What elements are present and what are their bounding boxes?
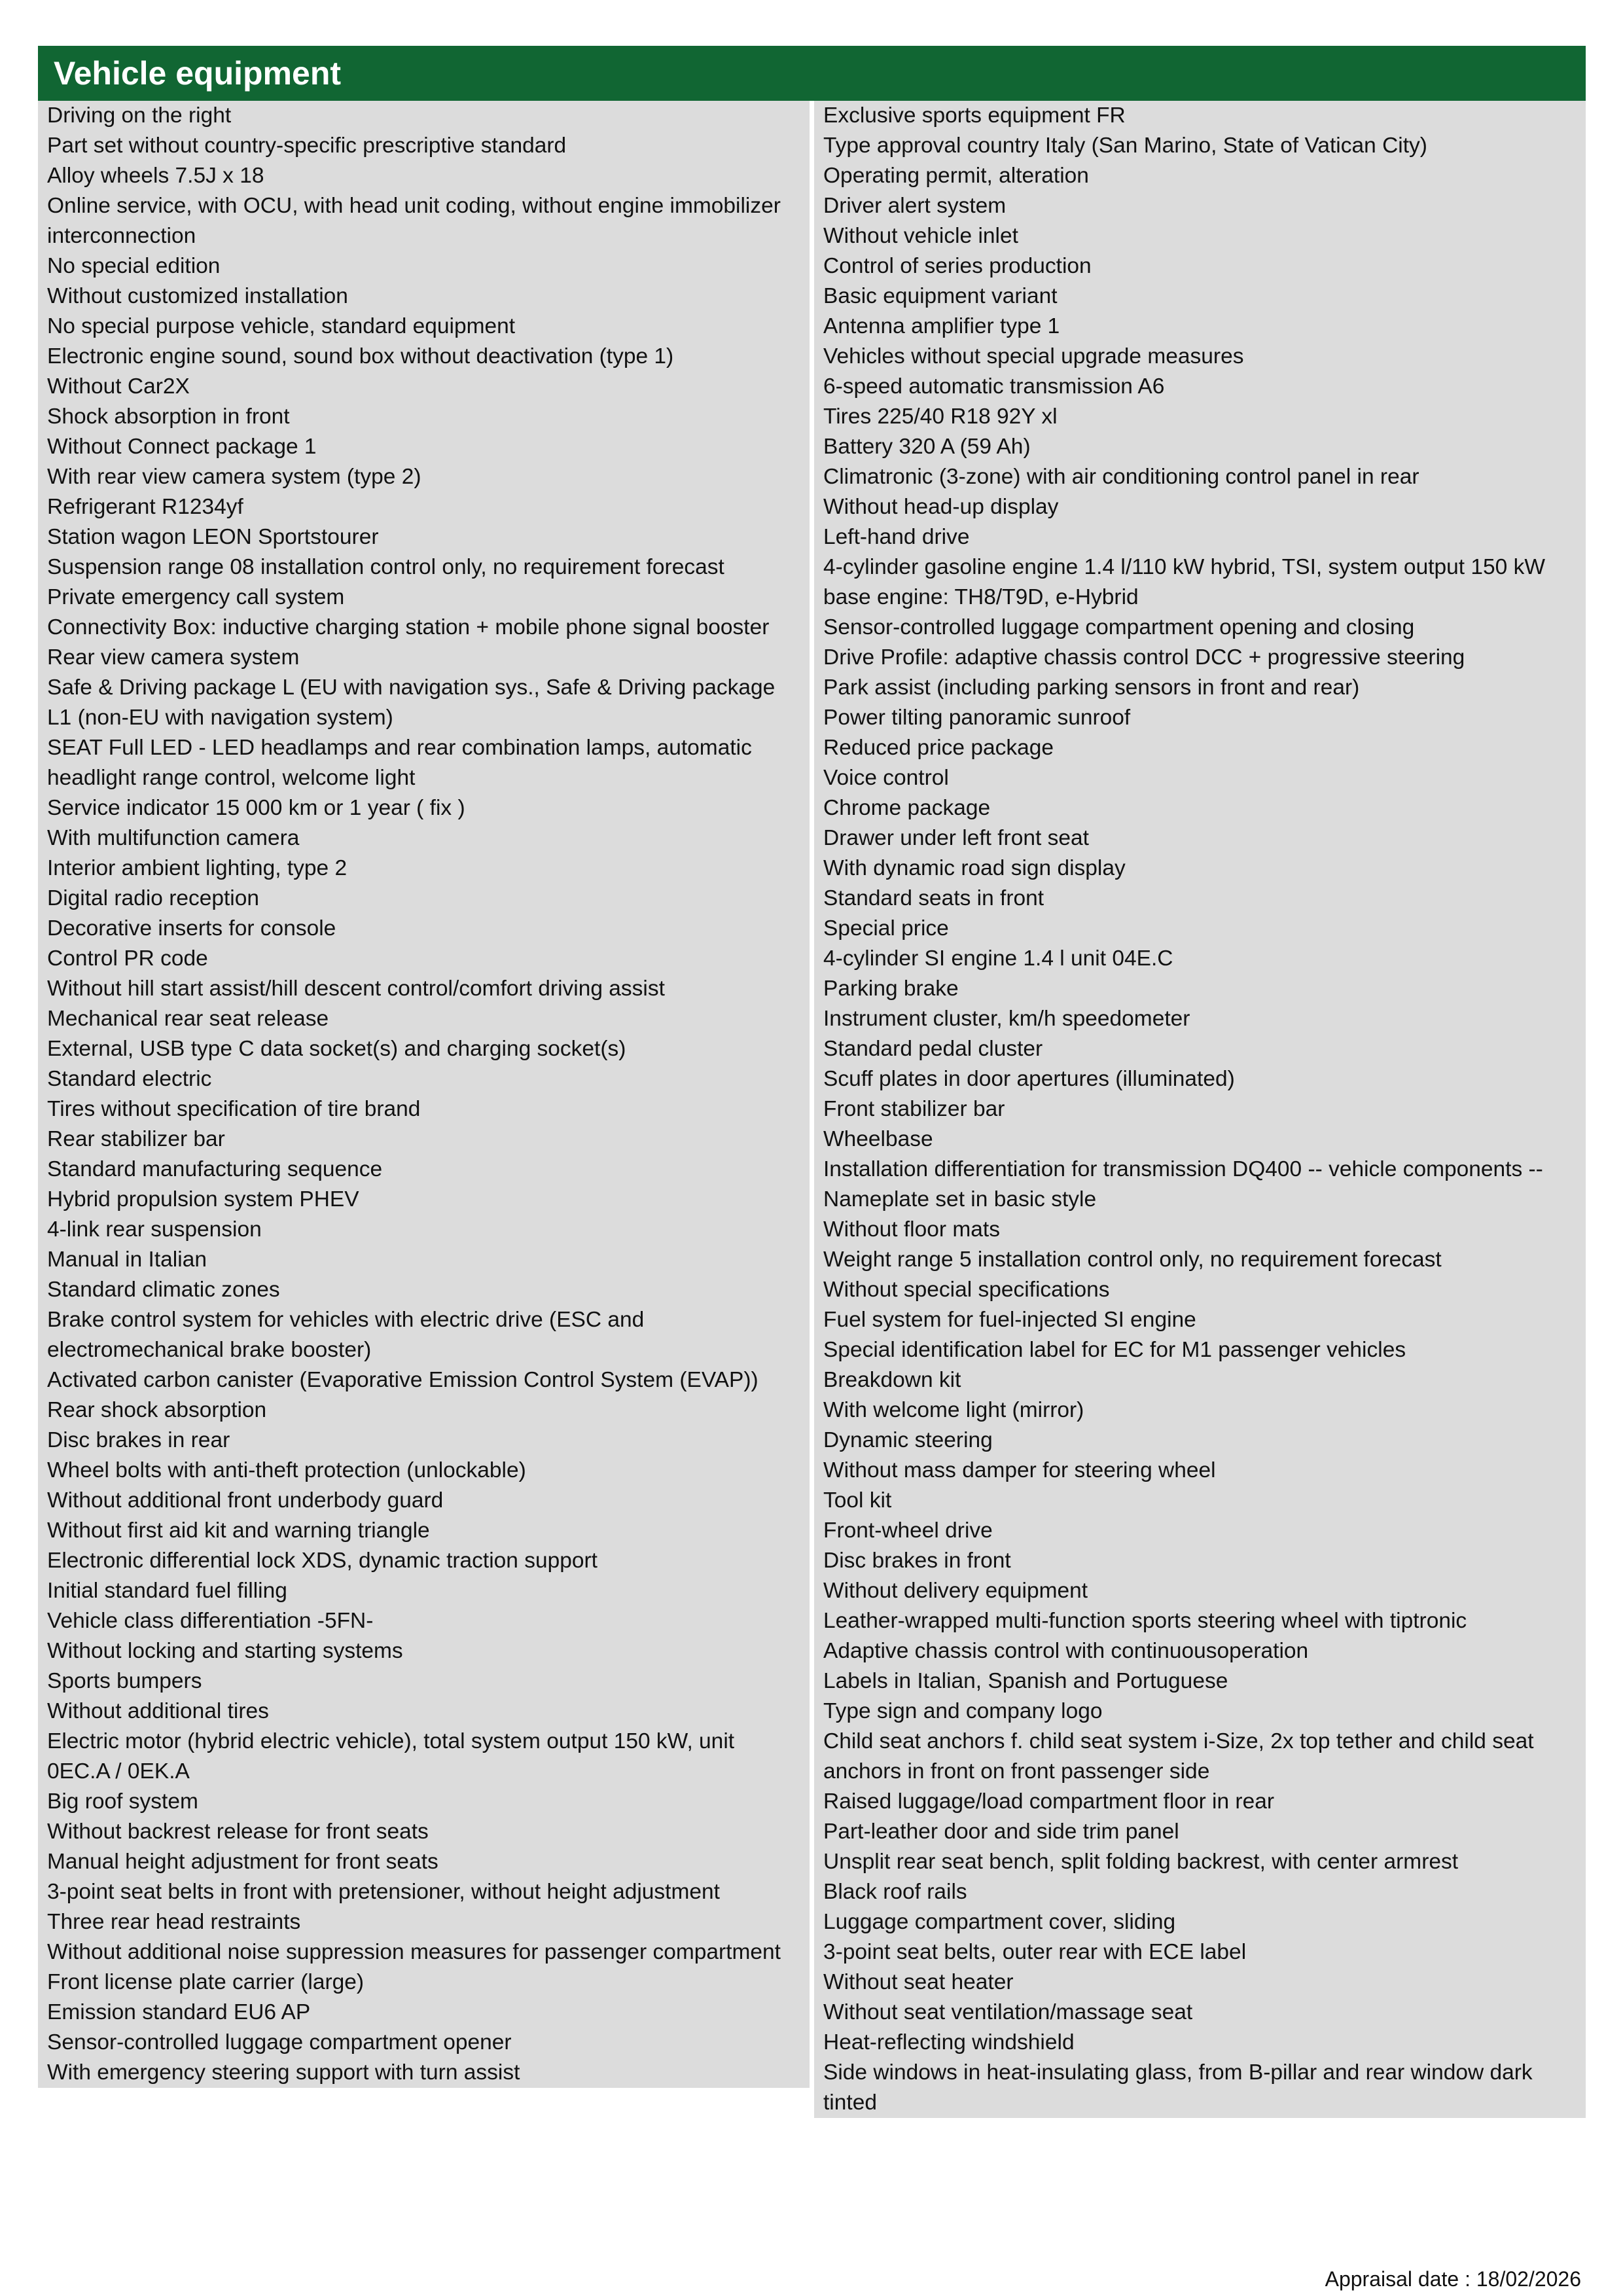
equipment-item: Safe & Driving package L (EU with navigation sys., Safe & Driving package L1 (non-EU with navigation system) xyxy=(47,675,776,730)
equipment-item: With rear view camera system (type 2) xyxy=(47,465,421,489)
equipment-item: Nameplate set in basic style xyxy=(823,1187,1097,1211)
equipment-item: Front-wheel drive xyxy=(823,1518,993,1543)
equipment-item: Type sign and company logo xyxy=(823,1699,1103,1723)
equipment-item: Without locking and starting systems xyxy=(47,1639,403,1663)
equipment-item: Climatronic (3-zone) with air conditioning control panel in rear xyxy=(823,465,1419,489)
equipment-item: Tool kit xyxy=(823,1488,892,1513)
equipment-item: SEAT Full LED - LED headlamps and rear combination lamps, automatic headlight range control, welcome light xyxy=(47,736,752,790)
equipment-item: Activated carbon canister (Evaporative Emission Control System (EVAP)) xyxy=(47,1368,758,1392)
equipment-item: Voice control xyxy=(823,766,949,790)
equipment-item: Front stabilizer bar xyxy=(823,1097,1005,1121)
equipment-item: Part set without country-specific prescriptive standard xyxy=(47,134,567,158)
equipment-item: Chrome package xyxy=(823,796,991,820)
equipment-item: Without mass damper for steering wheel xyxy=(823,1458,1216,1482)
equipment-item: Drive Profile: adaptive chassis control DCC + progressive steering xyxy=(823,645,1465,670)
equipment-item: Manual height adjustment for front seats xyxy=(47,1850,438,1874)
equipment-item: 4-cylinder SI engine 1.4 l unit 04E.C xyxy=(823,946,1173,971)
equipment-item: Weight range 5 installation control only, no requirement forecast xyxy=(823,1247,1442,1272)
equipment-item: Emission standard EU6 AP xyxy=(47,2000,311,2024)
equipment-list-right xyxy=(814,101,1586,2118)
equipment-item: Without vehicle inlet xyxy=(823,224,1018,248)
equipment-item: Without backrest release for front seats xyxy=(47,1820,429,1844)
equipment-item: Suspension range 08 installation control only, no requirement forecast xyxy=(47,555,724,579)
equipment-item: Electronic engine sound, sound box without deactivation (type 1) xyxy=(47,344,674,368)
equipment-item: With emergency steering support with turn assist xyxy=(47,2060,520,2085)
equipment-item: Reduced price package xyxy=(823,736,1054,760)
equipment-item: Child seat anchors f. child seat system i-Size, 2x top tether and child seat anchors in front on front passenger side xyxy=(823,1729,1534,1784)
equipment-item: Black roof rails xyxy=(823,1880,967,1904)
equipment-item: Luggage compartment cover, sliding xyxy=(823,1910,1176,1934)
equipment-item: Vehicles without special upgrade measures xyxy=(823,344,1244,368)
equipment-item: With dynamic road sign display xyxy=(823,856,1126,880)
equipment-item: Without head-up display xyxy=(823,495,1059,519)
equipment-item: Tires without specification of tire brand xyxy=(47,1097,421,1121)
equipment-item: Antenna amplifier type 1 xyxy=(823,314,1060,338)
equipment-item: Refrigerant R1234yf xyxy=(47,495,243,519)
equipment-item: Part-leather door and side trim panel xyxy=(823,1820,1179,1844)
equipment-item: Front license plate carrier (large) xyxy=(47,1970,365,1994)
equipment-item: Scuff plates in door apertures (illuminated) xyxy=(823,1067,1235,1091)
equipment-item: Interior ambient lighting, type 2 xyxy=(47,856,348,880)
equipment-item: Without first aid kit and warning triangle xyxy=(47,1518,430,1543)
equipment-item: No special purpose vehicle, standard equipment xyxy=(47,314,516,338)
equipment-item: Sports bumpers xyxy=(47,1669,202,1693)
equipment-item: Without hill start assist/hill descent control/comfort driving assist xyxy=(47,977,665,1001)
equipment-item: Decorative inserts for console xyxy=(47,916,336,941)
equipment-item: Without Connect package 1 xyxy=(47,435,317,459)
equipment-item: Shock absorption in front xyxy=(47,404,290,429)
equipment-item: Online service, with OCU, with head unit coding, without engine immobilizer interconnection xyxy=(47,194,781,248)
equipment-item: Instrument cluster, km/h speedometer xyxy=(823,1007,1190,1031)
equipment-item: Alloy wheels 7.5J x 18 xyxy=(47,164,264,188)
equipment-item: Without floor mats xyxy=(823,1217,1000,1242)
equipment-item: Manual in Italian xyxy=(47,1247,207,1272)
equipment-item: Standard seats in front xyxy=(823,886,1044,910)
equipment-item: Digital radio reception xyxy=(47,886,260,910)
equipment-item: Breakdown kit xyxy=(823,1368,961,1392)
equipment-item: Installation differentiation for transmission DQ400 -- vehicle components -- xyxy=(823,1157,1543,1181)
equipment-item: Exclusive sports equipment FR xyxy=(823,103,1126,128)
equipment-item: Standard electric xyxy=(47,1067,212,1091)
equipment-item: Control PR code xyxy=(47,946,208,971)
equipment-item: Without seat ventilation/massage seat xyxy=(823,2000,1193,2024)
equipment-item: Dynamic steering xyxy=(823,1428,993,1452)
equipment-item: Three rear head restraints xyxy=(47,1910,301,1934)
equipment-item: Type approval country Italy (San Marino, State of Vatican City) xyxy=(823,134,1427,158)
equipment-item: Rear shock absorption xyxy=(47,1398,267,1422)
equipment-item: Sensor-controlled luggage compartment opener xyxy=(47,2030,512,2054)
equipment-item: Without special specifications xyxy=(823,1278,1110,1302)
equipment-item: No special edition xyxy=(47,254,221,278)
equipment-item: Adaptive chassis control with continuousoperation xyxy=(823,1639,1309,1663)
equipment-item: Big roof system xyxy=(47,1789,198,1814)
equipment-item: Driving on the right xyxy=(47,103,232,128)
equipment-item: 3-point seat belts in front with pretensioner, without height adjustment xyxy=(47,1880,720,1904)
equipment-item: Vehicle class differentiation -5FN- xyxy=(47,1609,374,1633)
equipment-item: Without customized installation xyxy=(47,284,348,308)
equipment-item: Sensor-controlled luggage compartment opening and closing xyxy=(823,615,1415,639)
equipment-item: Initial standard fuel filling xyxy=(47,1579,287,1603)
section-title: Vehicle equipment xyxy=(38,46,1586,101)
equipment-item: Brake control system for vehicles with electric drive (ESC and electromechanical brake booster) xyxy=(47,1308,645,1362)
vehicle-equipment-section xyxy=(38,46,1586,2118)
equipment-item: Without seat heater xyxy=(823,1970,1014,1994)
equipment-item: Without delivery equipment xyxy=(823,1579,1088,1603)
equipment-item: Basic equipment variant xyxy=(823,284,1058,308)
equipment-item: Standard pedal cluster xyxy=(823,1037,1043,1061)
equipment-item: Electronic differential lock XDS, dynamic traction support xyxy=(47,1549,597,1573)
equipment-item: Power tilting panoramic sunroof xyxy=(823,706,1131,730)
equipment-columns xyxy=(38,101,1586,2118)
equipment-item: Connectivity Box: inductive charging station + mobile phone signal booster xyxy=(47,615,770,639)
equipment-item: 6-speed automatic transmission A6 xyxy=(823,374,1165,399)
equipment-item: Disc brakes in rear xyxy=(47,1428,230,1452)
equipment-item: Park assist (including parking sensors in front and rear) xyxy=(823,675,1360,700)
equipment-item: Raised luggage/load compartment floor in rear xyxy=(823,1789,1274,1814)
equipment-item: 4-link rear suspension xyxy=(47,1217,262,1242)
equipment-item: Leather-wrapped multi-function sports steering wheel with tiptronic xyxy=(823,1609,1467,1633)
equipment-item: Rear stabilizer bar xyxy=(47,1127,225,1151)
equipment-item: With multifunction camera xyxy=(47,826,300,850)
equipment-item: Wheelbase xyxy=(823,1127,933,1151)
equipment-item: Without additional front underbody guard xyxy=(47,1488,444,1513)
equipment-item: Standard climatic zones xyxy=(47,1278,280,1302)
equipment-item: Without additional noise suppression measures for passenger compartment xyxy=(47,1940,781,1964)
equipment-item: 3-point seat belts, outer rear with ECE label xyxy=(823,1940,1247,1964)
equipment-item: External, USB type C data socket(s) and charging socket(s) xyxy=(47,1037,626,1061)
equipment-item: Heat-reflecting windshield xyxy=(823,2030,1075,2054)
equipment-item: Without additional tires xyxy=(47,1699,269,1723)
equipment-item: Electric motor (hybrid electric vehicle), total system output 150 kW, unit 0EC.A / 0EK.A xyxy=(47,1729,735,1784)
equipment-item: Mechanical rear seat release xyxy=(47,1007,329,1031)
equipment-item: Fuel system for fuel-injected SI engine xyxy=(823,1308,1196,1332)
equipment-list-left xyxy=(38,101,810,2088)
equipment-item: Parking brake xyxy=(823,977,959,1001)
equipment-item: Disc brakes in front xyxy=(823,1549,1011,1573)
equipment-item: Battery 320 A (59 Ah) xyxy=(823,435,1031,459)
equipment-item: Special identification label for EC for M1 passenger vehicles xyxy=(823,1338,1406,1362)
equipment-item: Unsplit rear seat bench, split folding backrest, with center armrest xyxy=(823,1850,1459,1874)
equipment-item: Standard manufacturing sequence xyxy=(47,1157,383,1181)
equipment-item: Operating permit, alteration xyxy=(823,164,1089,188)
equipment-item: Special price xyxy=(823,916,949,941)
equipment-item: Service indicator 15 000 km or 1 year ( fix ) xyxy=(47,796,465,820)
equipment-item: 4-cylinder gasoline engine 1.4 l/110 kW hybrid, TSI, system output 150 kW base engine: TH8/T9D, e-Hybrid xyxy=(823,555,1545,609)
equipment-item: With welcome light (mirror) xyxy=(823,1398,1084,1422)
equipment-item: Private emergency call system xyxy=(47,585,345,609)
equipment-item: Without Car2X xyxy=(47,374,190,399)
equipment-item: Wheel bolts with anti-theft protection (unlockable) xyxy=(47,1458,526,1482)
equipment-item: Drawer under left front seat xyxy=(823,826,1089,850)
equipment-item: Control of series production xyxy=(823,254,1092,278)
equipment-item: Labels in Italian, Spanish and Portuguese xyxy=(823,1669,1228,1693)
equipment-item: Tires 225/40 R18 92Y xl xyxy=(823,404,1058,429)
equipment-item: Side windows in heat-insulating glass, from B-pillar and rear window dark tinted xyxy=(823,2060,1533,2115)
equipment-item: Hybrid propulsion system PHEV xyxy=(47,1187,359,1211)
appraisal-date: Appraisal date : 18/02/2026 xyxy=(1325,2267,1581,2291)
equipment-item: Driver alert system xyxy=(823,194,1007,218)
equipment-item: Station wagon LEON Sportstourer xyxy=(47,525,379,549)
equipment-item: Rear view camera system xyxy=(47,645,300,670)
equipment-item: Left-hand drive xyxy=(823,525,970,549)
